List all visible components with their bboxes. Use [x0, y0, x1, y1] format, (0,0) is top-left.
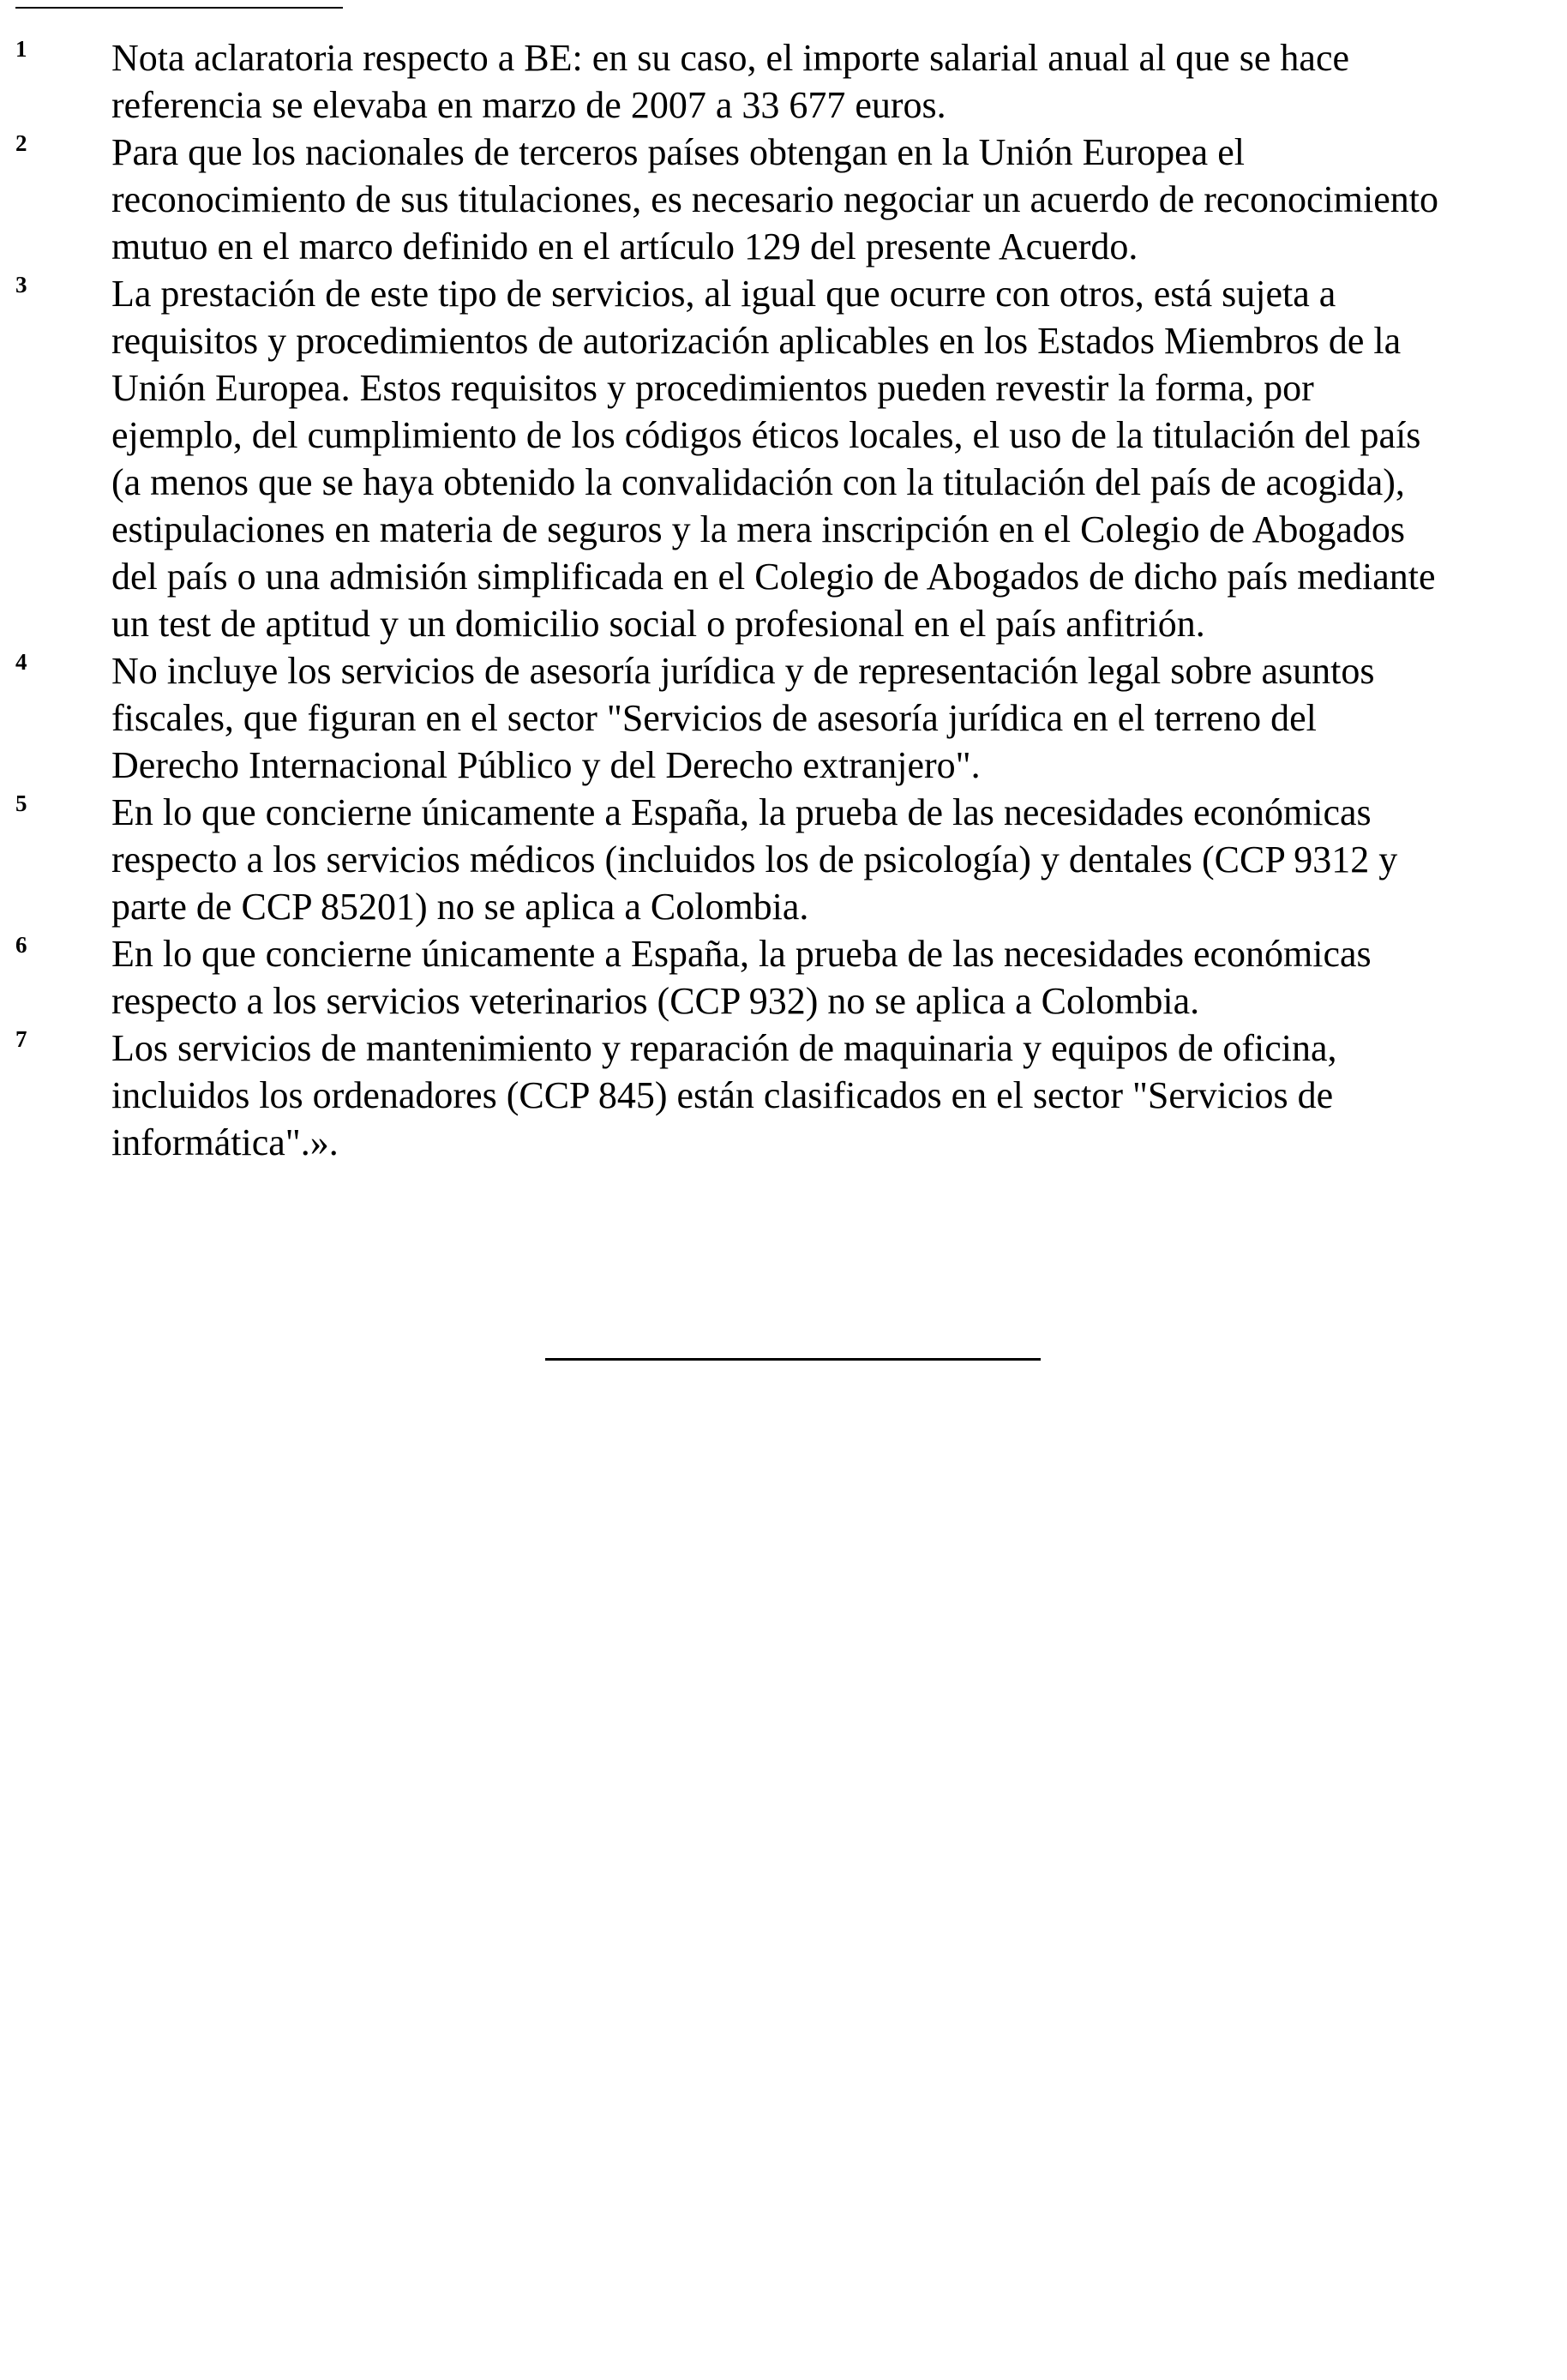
- footnote-number: 6: [15, 932, 27, 958]
- footnote-7: [0, 1025, 1567, 1166]
- footnote-text: La prestación de este tipo de servicios, al igual que ocurre con otros, está sujeta a requisitos y procedimientos de autorización aplicables en los Estados Miembros de la Unión Europea. Estos requisitos y procedimientos pueden revestir la forma, por ejemplo, del cumplimiento de los códigos éticos locales, el uso de la titulación del país (a menos que se haya obtenido la convalidación con la titulación del país de acogida), estipulaciones en materia de seguros y la mera inscripción en el Colegio de Abogados del país o una admisión simplificada en el Colegio de Abogados de dicho país mediante un test de aptitud y un domicilio social o profesional en el país anfitrión.: [111, 273, 1436, 645]
- footnote-text: Nota aclaratoria respecto a BE: en su caso, el importe salarial anual al que se hace referencia se elevaba en marzo de 2007 a 33 677 euros.: [111, 37, 1350, 126]
- footnote-1: [0, 34, 1567, 129]
- footnote-5: [0, 789, 1567, 930]
- footnote-separator-line: [15, 7, 343, 9]
- footnote-text: Para que los nacionales de terceros países obtengan en la Unión Europea el reconocimiento de sus titulaciones, es necesario negociar un acuerdo de reconocimiento mutuo en el marco definido en el artículo 129 del presente Acuerdo.: [111, 131, 1438, 267]
- footnote-2: [0, 129, 1567, 270]
- footnote-number: 2: [15, 130, 27, 156]
- footnote-4: [0, 647, 1567, 789]
- end-of-document-rule: [545, 1358, 1041, 1361]
- footnote-number: 7: [15, 1026, 27, 1052]
- footnote-text: En lo que concierne únicamente a España, la prueba de las necesidades económicas respecto a los servicios veterinarios (CCP 932) no se aplica a Colombia.: [111, 933, 1372, 1022]
- footnote-number: 5: [15, 790, 27, 816]
- footnote-number: 4: [15, 649, 27, 675]
- footnote-text: En lo que concierne únicamente a España, la prueba de las necesidades económicas respecto a los servicios médicos (incluidos los de psicología) y dentales (CCP 9312 y parte de CCP 85201) no se aplica a Colombia.: [111, 791, 1398, 928]
- footnote-text: Los servicios de mantenimiento y reparación de maquinaria y equipos de oficina, incluidos los ordenadores (CCP 845) están clasificados en el sector "Servicios de informática".».: [111, 1027, 1337, 1163]
- footnote-number: 3: [15, 272, 27, 298]
- footnote-number: 1: [15, 36, 27, 62]
- footnote-3: [0, 270, 1567, 647]
- footnote-text: No incluye los servicios de asesoría jurídica y de representación legal sobre asuntos fiscales, que figuran en el sector "Servicios de asesoría jurídica en el terreno del Derecho Internacional Público y del Derecho extranjero".: [111, 650, 1375, 786]
- footnote-6: [0, 930, 1567, 1025]
- footnote-list: [0, 34, 1567, 1166]
